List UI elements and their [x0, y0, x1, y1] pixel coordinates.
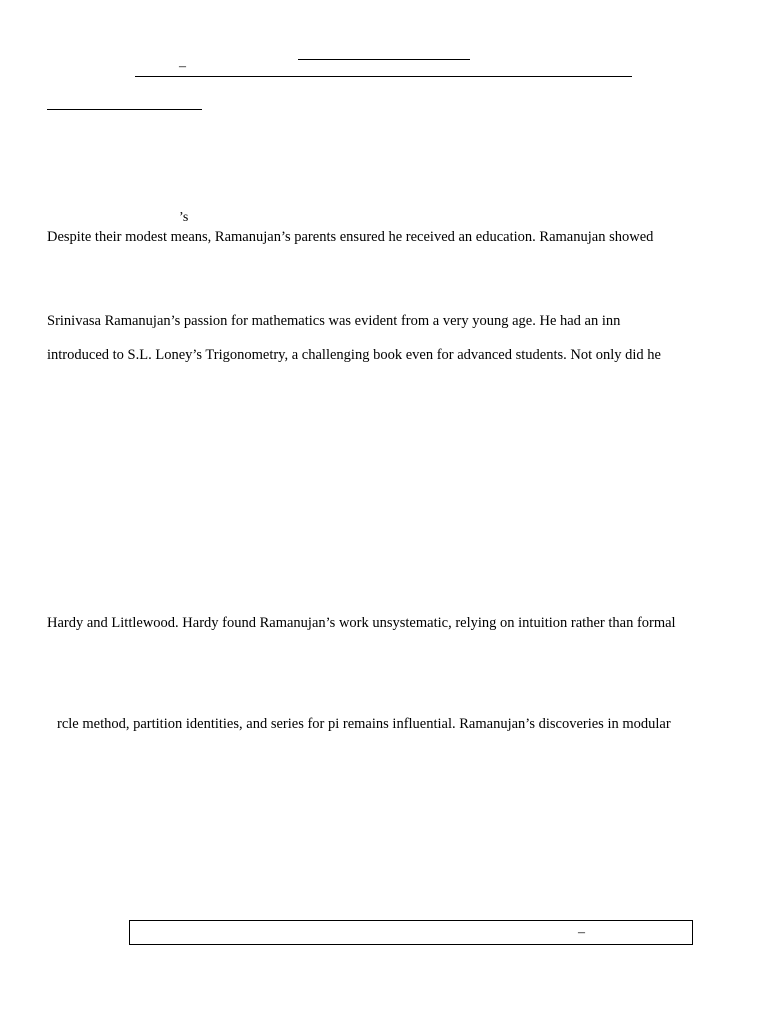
subtitle-underline — [135, 76, 632, 77]
paragraph-line: introduced to S.L. Loney’s Trigonometry, a challenging book even for advanced students. Not only did he — [47, 347, 661, 363]
footer-box — [129, 920, 693, 945]
paragraph-line: rcle method, partition identities, and series for pi remains influential. Ramanujan’s discoveries in modular — [57, 716, 671, 732]
subtitle-dash: – — [179, 59, 186, 74]
title-underline — [298, 59, 470, 60]
apostrophe-fragment: ’s — [179, 210, 189, 225]
footer-dash: – — [578, 925, 585, 940]
paragraph-line: Despite their modest means, Ramanujan’s parents ensured he received an education. Ramanujan showed — [47, 229, 654, 245]
paragraph-line: Srinivasa Ramanujan’s passion for mathematics was evident from a very young age. He had an inn — [47, 313, 621, 329]
heading-underline — [47, 109, 202, 110]
paragraph-line: Hardy and Littlewood. Hardy found Ramanujan’s work unsystematic, relying on intuition rather than formal — [47, 615, 676, 631]
